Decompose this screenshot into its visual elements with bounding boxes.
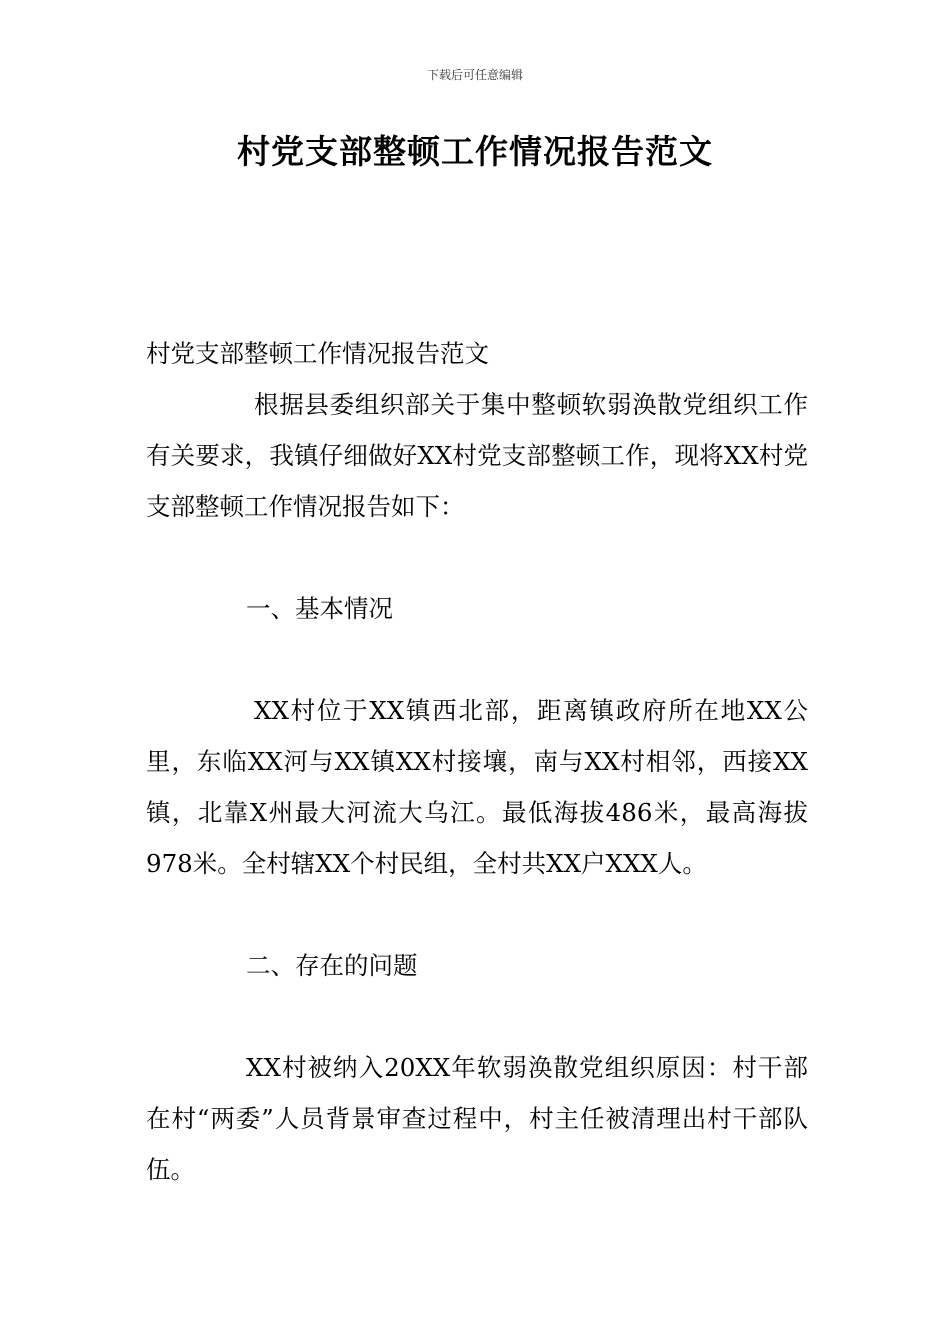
- section-heading-problems: 二、存在的问题: [246, 951, 418, 980]
- document-body: [146, 328, 808, 1195]
- problems-paragraph: XX村被纳入20XX年软弱涣散党组织原因：村干部在村“两委”人员背景审查过程中，村主任被清理出村干部队伍。: [146, 1053, 808, 1184]
- basic-info-paragraph: XX村位于XX镇西北部，距离镇政府所在地XX公里，东临XX河与XX镇XX村接壤，南与XX村相邻，西接XX镇，北靠X州最大河流大乌江。最低海拔486米，最高海拔978米。全村辖XX个村民组，全村共XX户XXX人。: [146, 696, 808, 878]
- document-title: 村党支部整顿工作情况报告范文: [237, 132, 713, 171]
- intro-paragraph: 根据县委组织部关于集中整顿软弱涣散党组织工作有关要求，我镇仔细做好XX村党支部整顿工作，现将XX村党支部整顿工作情况报告如下：: [146, 390, 808, 521]
- section-heading-basic-info: 一、基本情况: [246, 594, 393, 623]
- document-subtitle: 村党支部整顿工作情况报告范文: [146, 339, 489, 368]
- page-header-note: 下载后可任意编辑: [426, 68, 523, 82]
